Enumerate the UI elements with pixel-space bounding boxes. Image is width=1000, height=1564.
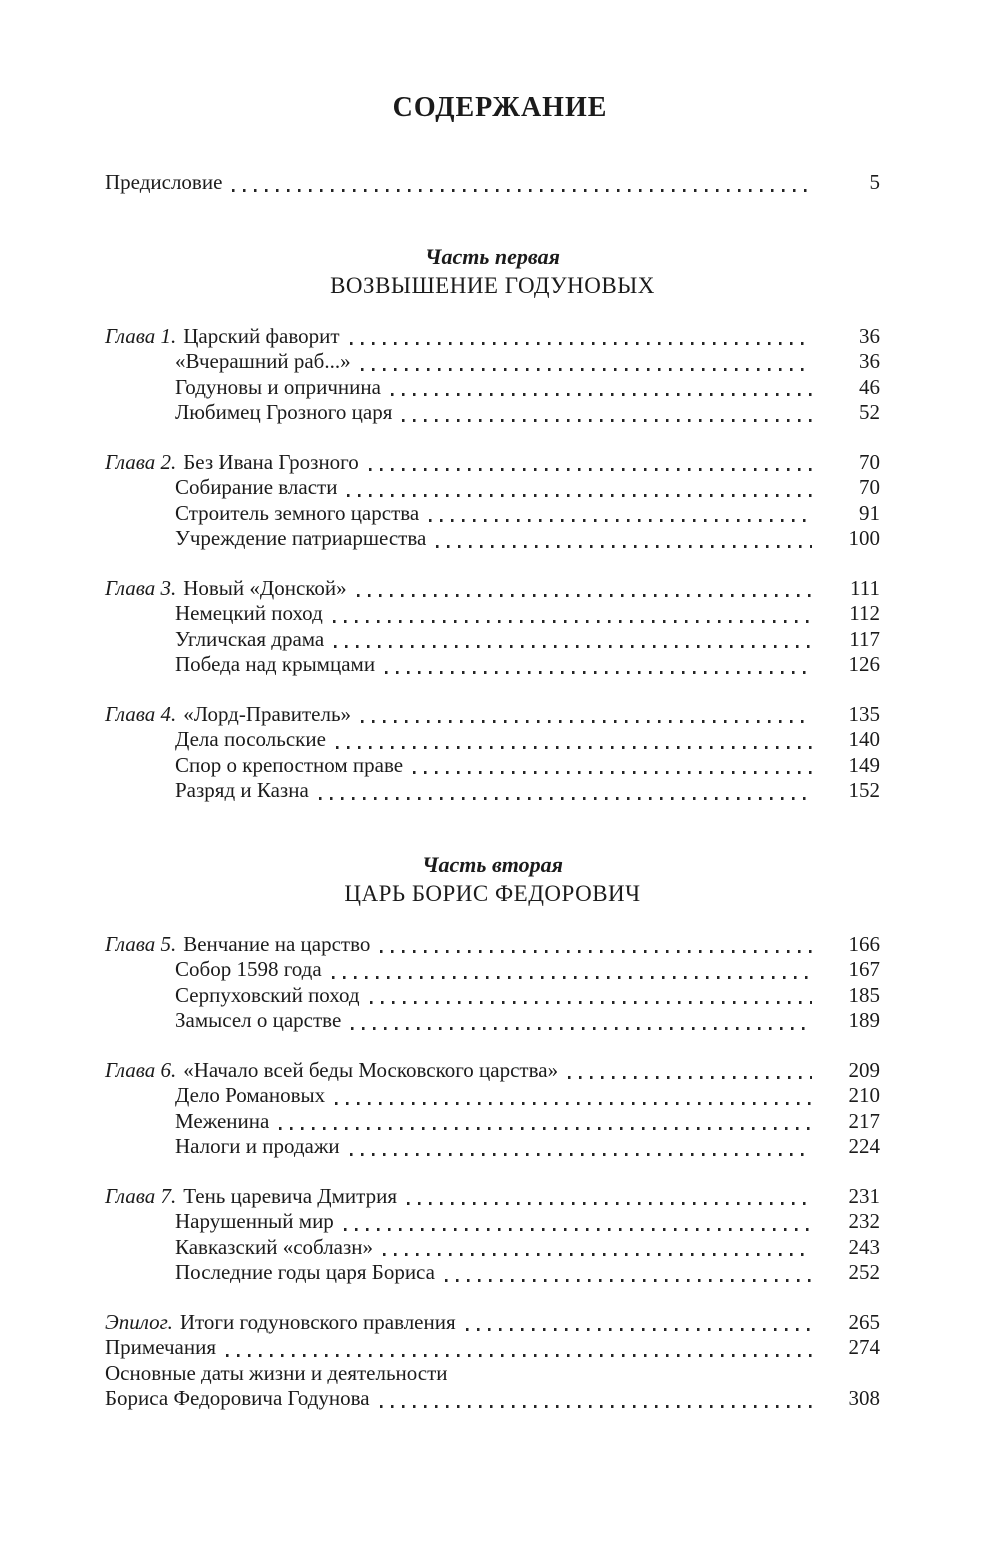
chapter-prefix: Глава 5.: [105, 931, 177, 956]
row-title: Победа над крымцами: [175, 652, 376, 676]
row-title: Без Ивана Грозного: [183, 449, 359, 474]
part-heading: [105, 242, 880, 300]
leader-dots: [232, 189, 812, 192]
page-number: 112: [849, 601, 880, 625]
row-title: Предисловие: [105, 170, 223, 194]
chapter-block: [105, 702, 880, 804]
row-title: Царский фаворит: [183, 323, 340, 348]
leader-dots: [357, 594, 812, 597]
page-number: 166: [848, 931, 880, 956]
section-row: [105, 526, 880, 552]
row-title: Угличская драма: [175, 626, 325, 651]
leader-dots: [332, 976, 812, 979]
page-number: 274: [848, 1335, 880, 1359]
chapter-prefix: Глава 1.: [105, 323, 177, 348]
row-title: Кавказский «соблазн»: [175, 1234, 374, 1259]
frontmatter-row: [105, 170, 880, 196]
page-number: 152: [848, 778, 880, 802]
page-number: 217: [848, 1108, 880, 1133]
leader-dots: [361, 368, 812, 371]
part-label: Часть первая: [425, 243, 560, 269]
chapter-row: [105, 1184, 880, 1210]
chapter-row: [105, 932, 880, 958]
epilogue-prefix: Эпилог.: [105, 1309, 173, 1334]
page-number: 135: [848, 701, 880, 726]
page-number: 36: [859, 323, 880, 348]
chapter-row: [105, 702, 880, 728]
row-title: Нарушенный мир: [175, 1209, 334, 1233]
page-number: 185: [848, 982, 880, 1007]
leader-dots: [407, 1202, 812, 1205]
section-row: [105, 727, 880, 753]
part-label: Часть вторая: [422, 851, 563, 877]
leader-dots: [458, 1379, 812, 1382]
row-title: Бориса Федоровича Годунова: [105, 1386, 370, 1410]
chapter-block: [105, 576, 880, 678]
chapter-prefix: Глава 7.: [105, 1183, 177, 1208]
leader-dots: [347, 494, 812, 497]
page-number: 5: [869, 170, 880, 194]
chapter-row: [105, 450, 880, 476]
chapter-block: [105, 324, 880, 426]
section-row: [105, 1008, 880, 1034]
chapter-block: [105, 1184, 880, 1286]
page-number: 243: [848, 1234, 880, 1259]
row-title: Спор о крепостном праве: [175, 752, 404, 777]
chapter-block: [105, 932, 880, 1034]
page-number: 70: [859, 475, 880, 499]
section-row: [105, 1083, 880, 1109]
row-title: Немецкий поход: [175, 601, 323, 625]
row-title: Венчание на царство: [183, 931, 371, 956]
leader-dots: [344, 1228, 812, 1231]
chapter-block: [105, 450, 880, 552]
row-title: Дело Романовых: [175, 1083, 326, 1107]
chapter-row: [105, 324, 880, 350]
section-row: [105, 652, 880, 678]
page-number: 46: [859, 374, 880, 399]
page-number: 209: [848, 1057, 880, 1082]
section-row: [105, 778, 880, 804]
page-title: СОДЕРЖАНИЕ: [392, 92, 608, 123]
leader-dots: [402, 419, 812, 422]
section-row: [105, 601, 880, 627]
row-title: «Вчерашний раб...»: [175, 349, 351, 373]
chapter-block: [105, 1058, 880, 1160]
page-number: 70: [859, 449, 880, 474]
page-number: 252: [848, 1260, 880, 1284]
page-number: 167: [848, 957, 880, 981]
row-title: Собор 1598 года: [175, 957, 322, 981]
leader-dots: [334, 645, 812, 648]
leader-dots: [370, 1001, 812, 1004]
page-number: 210: [848, 1083, 880, 1107]
row-title: Тень царевича Дмитрия: [183, 1183, 397, 1208]
row-title: Налоги и продажи: [175, 1134, 340, 1158]
row-title: Собирание власти: [175, 475, 338, 499]
row-title: Серпуховский поход: [175, 982, 360, 1007]
row-title: Любимец Грозного царя: [175, 400, 393, 424]
section-row: [105, 501, 880, 527]
section-row: [105, 753, 880, 779]
section-row: [105, 349, 880, 375]
row-title: Замысел о царстве: [175, 1008, 342, 1032]
row-title: «Лорд-Правитель»: [183, 701, 352, 726]
chapter-row: [105, 576, 880, 602]
leader-dots: [279, 1127, 812, 1130]
page-number: 149: [848, 752, 880, 777]
leader-dots: [380, 1405, 812, 1408]
part-title: ВОЗВЫШЕНИЕ ГОДУНОВЫХ: [330, 272, 655, 298]
leader-dots: [351, 1027, 812, 1030]
backmatter-block: [105, 1310, 880, 1412]
section-row: [105, 400, 880, 426]
leader-dots: [385, 671, 812, 674]
section-row: [105, 627, 880, 653]
leader-dots: [336, 746, 812, 749]
section-row: [105, 1134, 880, 1160]
leader-dots: [350, 342, 812, 345]
section-row: [105, 375, 880, 401]
chapter-row: [105, 1058, 880, 1084]
leader-dots: [391, 393, 812, 396]
row-title: Годуновы и опричнина: [175, 374, 381, 399]
part-title: ЦАРЬ БОРИС ФЕДОРОВИЧ: [344, 880, 641, 906]
row-title: Разряд и Казна: [175, 778, 309, 802]
row-title: Новый «Донской»: [183, 575, 347, 600]
toc: [105, 170, 880, 1412]
section-row: [105, 475, 880, 501]
page-number: 111: [850, 575, 880, 600]
page-number: 100: [848, 526, 880, 550]
page-number: 308: [848, 1386, 880, 1410]
section-row: [105, 1209, 880, 1235]
leader-dots: [335, 1102, 812, 1105]
section-row: [105, 983, 880, 1009]
leader-dots: [333, 620, 812, 623]
page-number: 91: [859, 500, 880, 525]
section-row: [105, 957, 880, 983]
backmatter-row: [105, 1335, 880, 1361]
leader-dots: [413, 771, 812, 774]
leader-dots: [436, 545, 812, 548]
row-title: Дела посольские: [175, 727, 326, 751]
backmatter-row: [105, 1386, 880, 1412]
section-row: [105, 1235, 880, 1261]
row-title: Меженина: [175, 1108, 270, 1133]
leader-dots: [350, 1153, 812, 1156]
leader-dots: [319, 797, 812, 800]
leader-dots: [466, 1328, 812, 1331]
row-title: «Начало всей беды Московского царства»: [183, 1057, 559, 1082]
page-number: 231: [848, 1183, 880, 1208]
page-number: 224: [848, 1134, 880, 1158]
chapter-prefix: Глава 2.: [105, 449, 177, 474]
page-number: 140: [848, 727, 880, 751]
row-title: Примечания: [105, 1335, 217, 1359]
backmatter-row: [105, 1310, 880, 1336]
page-number: 117: [849, 626, 880, 651]
section-row: [105, 1109, 880, 1135]
page-number: 232: [848, 1209, 880, 1233]
row-title: Учреждение патриаршества: [175, 526, 427, 550]
page-number: 36: [859, 349, 880, 373]
chapter-prefix: Глава 3.: [105, 575, 177, 600]
row-title: Итоги годуновского правления: [179, 1309, 456, 1334]
leader-dots: [568, 1076, 812, 1079]
page-number: 265: [848, 1309, 880, 1334]
backmatter-row: [105, 1361, 880, 1387]
page-number: 52: [859, 400, 880, 424]
chapter-prefix: Глава 6.: [105, 1057, 177, 1082]
leader-dots: [226, 1354, 812, 1357]
section-row: [105, 1260, 880, 1286]
chapter-prefix: Глава 4.: [105, 701, 177, 726]
row-title: Строитель земного царства: [175, 500, 420, 525]
page-number: 189: [848, 1008, 880, 1032]
leader-dots: [369, 468, 812, 471]
part-heading: [105, 850, 880, 908]
row-title: Последние годы царя Бориса: [175, 1260, 435, 1284]
page-number: 126: [848, 652, 880, 676]
leader-dots: [445, 1279, 812, 1282]
leader-dots: [380, 950, 812, 953]
leader-dots: [361, 720, 812, 723]
leader-dots: [383, 1253, 812, 1256]
leader-dots: [429, 519, 812, 522]
row-title: Основные даты жизни и деятельности: [105, 1360, 448, 1385]
